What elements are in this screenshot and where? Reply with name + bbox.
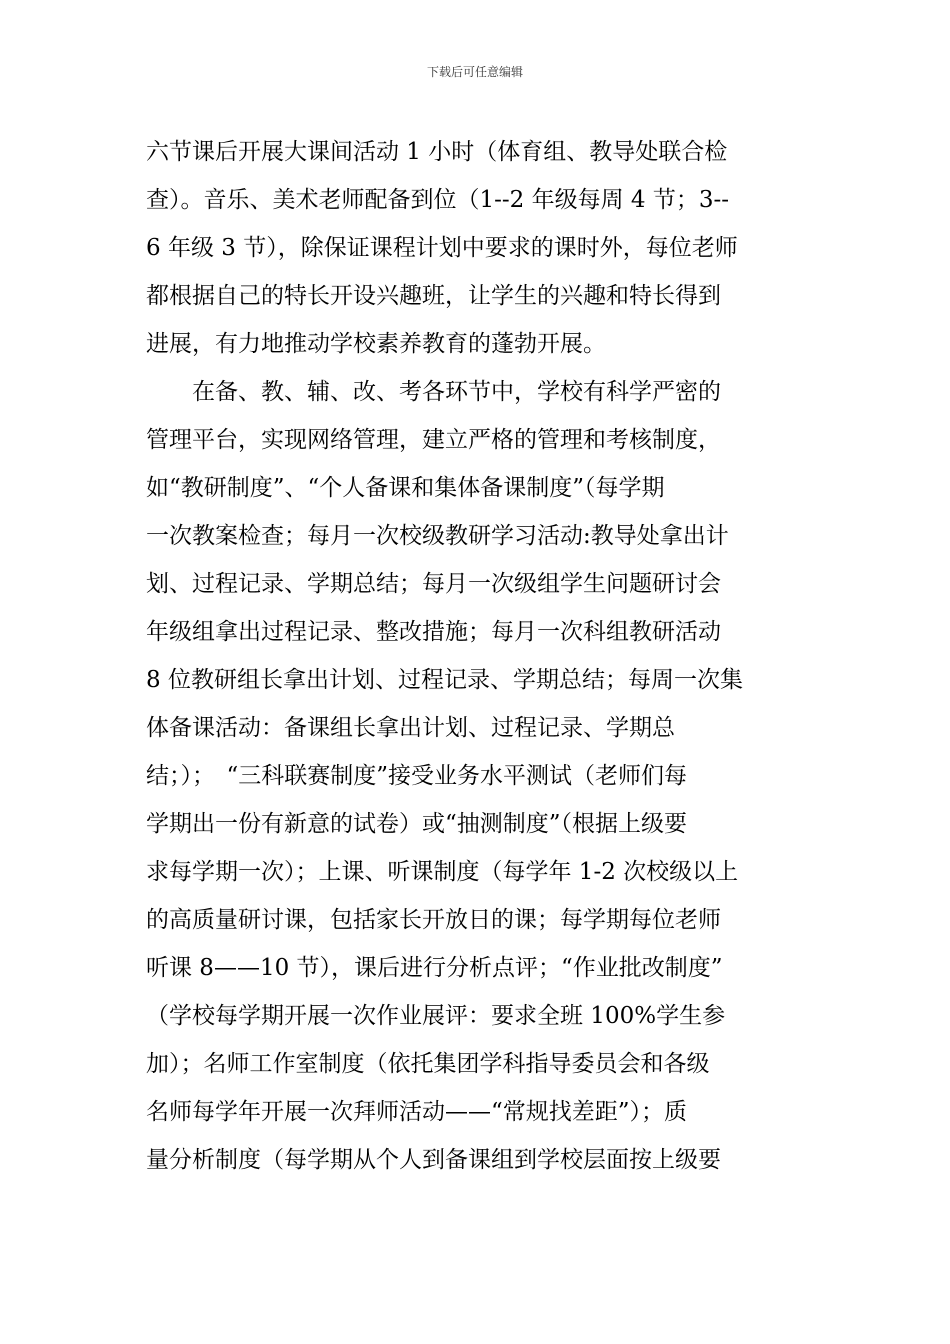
text-line: 求每学期一次）；上课、听课制度（每学年 1-2 次校级以上	[146, 859, 739, 885]
text-line: 学期出一份有新意的试卷）或“抽测制度”（根据上级要	[146, 811, 688, 837]
text-line: 一次教案检查；每月一次校级教研学习活动:教导处拿出计	[146, 523, 729, 549]
text-line: 听课 8——10 节），课后进行分析点评；“作业批改制度”	[146, 955, 723, 981]
paragraph-start-line: 在备、教、辅、改、考各环节中，学校有科学严密的	[146, 379, 721, 405]
text-line: 划、过程记录、学期总结；每月一次级组学生问题研讨会	[146, 571, 721, 597]
text-line: 量分析制度（每学期从个人到备课组到学校层面按上级要	[146, 1147, 721, 1173]
text-line: 的高质量研讨课，包括家长开放日的课；每学期每位老师	[146, 907, 721, 933]
text-line: 进展，有力地推动学校素养教育的蓬勃开展。	[146, 331, 606, 357]
text-line: 6 年级 3 节），除保证课程计划中要求的课时外，每位老师	[146, 235, 738, 261]
text-line: 查）。音乐、美术老师配备到位（1--2 年级每周 4 节；3--	[146, 187, 730, 213]
text-line: 年级组拿出过程记录、整改措施；每月一次科组教研活动	[146, 619, 721, 645]
text-line: （学校每学期开展一次作业展评：要求全班 100%学生参	[146, 1003, 726, 1029]
text-line: 六节课后开展大课间活动 1 小时（体育组、教导处联合检	[146, 139, 728, 165]
text-line: 加）；名师工作室制度（依托集团学科指导委员会和各级	[146, 1051, 710, 1077]
header-note: 下载后可任意编辑	[426, 65, 523, 79]
text-line: 都根据自己的特长开设兴趣班，让学生的兴趣和特长得到	[146, 283, 721, 309]
text-line: 体备课活动：备课组长拿出计划、过程记录、学期总	[146, 715, 675, 741]
text-line: 管理平台，实现网络管理，建立严格的管理和考核制度，	[146, 427, 721, 453]
text-line: 如“教研制度”、“个人备课和集体备课制度”（每学期	[146, 475, 665, 501]
text-line: 结；）； “三科联赛制度”接受业务水平测试（老师们每	[146, 763, 688, 789]
text-line: 8 位教研组长拿出计划、过程记录、学期总结；每周一次集	[146, 667, 743, 693]
body-text	[146, 128, 816, 1184]
text-line: 名师每学年开展一次拜师活动——“常规找差距”）；质	[146, 1099, 688, 1125]
